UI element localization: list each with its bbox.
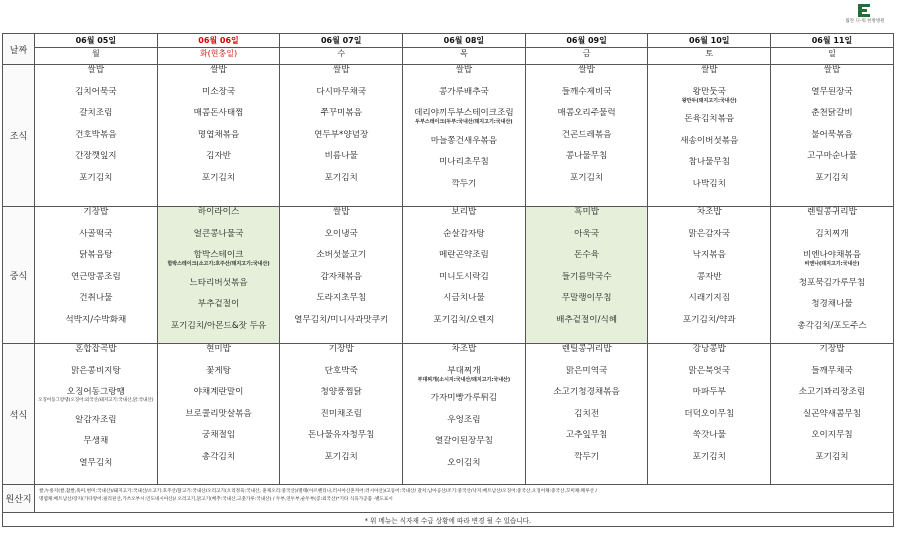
menu-item: 깍두기: [574, 451, 600, 462]
menu-item: 간장깻잎지: [75, 151, 117, 161]
menu-item: 콩자반: [696, 271, 722, 282]
day-date: 06월 05일: [75, 36, 117, 45]
menu-item: 건호박볶음: [75, 129, 117, 140]
menu-item: 쌀밥: [823, 65, 841, 75]
spacer: [403, 240, 525, 251]
day-weekday: 일: [771, 47, 893, 60]
dinner-cell-0: [35, 344, 158, 485]
menu-item: 아욱국: [574, 228, 600, 239]
day-weekday: 금: [526, 47, 648, 60]
dinner-cell-3: [403, 344, 526, 485]
menu-item: 포기김치: [79, 172, 113, 183]
spacer: [280, 420, 402, 431]
menu-item: 메란곤약조림: [439, 250, 489, 260]
menu-item: 차조밥: [451, 344, 477, 354]
menu-item: 도라지초무침: [316, 293, 367, 303]
spacer: [526, 240, 648, 251]
menu-item: 느타리버섯볶음: [189, 277, 248, 288]
dinner-cell-6: [771, 344, 894, 485]
spacer: [648, 420, 770, 431]
menu-item: 김치어묵국: [75, 86, 117, 97]
lunch-cell-0: [35, 207, 158, 344]
spacer: [280, 377, 402, 388]
menu-item: 혼합잡곡밥: [75, 344, 117, 354]
menu-item: 함박스테이크: [193, 250, 244, 260]
menu-item: 돈육김치볶음: [684, 114, 735, 124]
origin-label: 원산지: [3, 485, 35, 513]
spacer: [526, 420, 648, 431]
spacer: [158, 162, 280, 173]
spacer: [158, 377, 280, 388]
day-date: 06월 07일: [320, 36, 362, 45]
spacer: [771, 420, 893, 431]
day-header-1: [157, 34, 280, 65]
spacer: [35, 447, 157, 458]
menu-item: 비름나물: [324, 151, 358, 161]
menu-item: 총각김치: [201, 451, 236, 462]
menu-item: 새송이버섯볶음: [680, 135, 739, 146]
breakfast-cell-2: [280, 65, 403, 207]
spacer: [771, 355, 893, 366]
spacer: [648, 76, 770, 87]
menu-item: 쭈꾸미볶음: [320, 108, 362, 118]
menu-item: 닭볶음탕: [79, 250, 113, 260]
menu-item: 청양풍찜닭: [320, 387, 362, 397]
spacer: [35, 119, 157, 130]
menu-item: 데리야끼두부스테이크조림: [414, 108, 514, 118]
spacer: [158, 420, 280, 431]
menu-item: 꽃게탕: [206, 365, 231, 376]
spacer: [280, 441, 402, 452]
menu-item: 김자반: [206, 151, 231, 161]
menu-item: 무말랭이무침: [561, 293, 612, 303]
menu-item: 사골떡국: [79, 228, 113, 239]
spacer: [280, 261, 402, 272]
menu-item: 갈치조림: [79, 108, 113, 118]
menu-item: 포기김치: [692, 451, 726, 462]
menu-item: 미니도시락김: [439, 271, 489, 282]
origin-row: [3, 485, 894, 513]
menu-item: 매콤오리주물럭: [557, 108, 616, 118]
spacer: [35, 283, 157, 294]
menu-item: 우엉조림: [447, 414, 481, 425]
menu-item: 렌틸콩귀리밥: [807, 207, 857, 217]
menu-item: 맑은콩비지탕: [70, 365, 121, 376]
menu-item: 포기김치: [324, 172, 358, 183]
menu-item: 기장밥: [328, 344, 354, 354]
menu-item: 배추겉절이/식혜: [556, 314, 618, 325]
origin-cell: [35, 485, 894, 513]
menu-item: 맑은감자국: [688, 228, 731, 239]
spacer: [771, 310, 893, 321]
spacer: [526, 355, 648, 366]
breakfast-cell-6: [771, 65, 894, 207]
spacer: [280, 141, 402, 152]
spacer: [403, 355, 525, 366]
ingredient-origin-note: 비엔나(돼지고기:국내산): [804, 261, 860, 267]
logo-text: 월란 디-워 한방병원: [845, 19, 885, 24]
spacer: [403, 168, 525, 179]
spacer: [403, 125, 525, 136]
date-label: 날짜: [3, 34, 35, 65]
menu-item: 미나리초무침: [439, 157, 489, 167]
spacer: [648, 240, 770, 251]
menu-item: 나박김치: [692, 178, 726, 189]
menu-item: 다시마무채국: [316, 86, 367, 97]
menu-item: 마파두부: [692, 387, 726, 397]
day-date: 06월 06일: [198, 36, 239, 45]
menu-item: 가자미빵가루튀김: [430, 393, 498, 403]
spacer: [35, 98, 157, 109]
spacer: [158, 240, 280, 251]
breakfast-cell-1: [157, 65, 280, 207]
spacer: [35, 76, 157, 87]
menu-item: 순살감자탕: [443, 228, 485, 239]
lunch-cell-5: [648, 207, 771, 344]
day-date: 06월 09일: [566, 36, 607, 45]
menu-item: 연근땅콩조림: [70, 271, 121, 282]
menu-item: 들깨수제비국: [561, 86, 612, 97]
menu-item: 불어묵볶음: [811, 129, 853, 140]
menu-item: 하이라이스: [197, 207, 240, 217]
spacer: [526, 218, 648, 229]
spacer: [771, 76, 893, 87]
spacer: [526, 162, 648, 173]
spacer: [526, 441, 648, 452]
menu-item: 쌀밥: [332, 65, 350, 75]
spacer: [526, 304, 648, 315]
menu-item: 차조밥: [696, 207, 722, 217]
spacer: [158, 267, 280, 278]
menu-item: 야채계란말이: [193, 387, 244, 397]
menu-item: 기장밥: [83, 207, 109, 217]
spacer: [403, 426, 525, 437]
spacer: [403, 447, 525, 458]
menu-item: 오이김치: [447, 457, 481, 468]
menu-item: 김치전: [574, 408, 600, 419]
menu-item: 포기김치/오렌지: [433, 314, 495, 325]
spacer: [158, 398, 280, 409]
breakfast-cell-4: [525, 65, 648, 207]
menu-item: 들기름막국수: [561, 271, 612, 282]
day-date: 06월 08일: [443, 36, 485, 45]
menu-item: 깍두기: [451, 178, 477, 189]
ingredient-origin-note: 부대찌개(소시지:국내산/돼지고기:국내산): [417, 376, 511, 383]
spacer: [648, 104, 770, 115]
spacer: [648, 147, 770, 158]
spacer: [280, 98, 402, 109]
ingredient-origin-note: 오징어동그랑땡(오징어:외국산/돼지고기:국내산,닭:국내산): [38, 398, 154, 403]
menu-item: 콩가루배추국: [439, 86, 489, 97]
menu-item: 비엔나야채볶음: [802, 250, 862, 260]
spacer: [158, 355, 280, 366]
menu-item: 쌀밥: [700, 65, 718, 75]
spacer: [35, 377, 157, 388]
spacer: [35, 261, 157, 272]
spacer: [526, 119, 648, 130]
menu-item: 열갈이된장무침: [434, 436, 493, 446]
spacer: [648, 283, 770, 294]
breakfast-cell-3: [403, 65, 526, 207]
menu-item: 쌀밥: [210, 65, 227, 75]
spacer: [280, 304, 402, 315]
spacer: [35, 355, 157, 366]
spacer: [403, 147, 525, 158]
spacer: [158, 98, 280, 109]
menu-item: 쑥갓나물: [692, 430, 726, 440]
menu-item: 열무김치: [79, 457, 113, 468]
spacer: [280, 119, 402, 130]
spacer: [158, 141, 280, 152]
spacer: [158, 310, 280, 321]
spacer: [771, 162, 893, 173]
spacer: [771, 119, 893, 130]
dinner-cell-2: [280, 344, 403, 485]
meal-label-breakfast: 조식: [3, 65, 35, 207]
menu-item: 쌀밥: [332, 207, 350, 217]
menu-item: 소버섯불고기: [316, 250, 367, 260]
spacer: [648, 355, 770, 366]
breakfast-cell-5: [648, 65, 771, 207]
spacer: [158, 119, 280, 130]
menu-item: 단호박죽: [324, 365, 358, 376]
menu-item: 연두부*양념장: [314, 129, 369, 140]
spacer: [648, 398, 770, 409]
ingredient-origin-note: 함박스테이크(소고기:호주산/돼지고기:국내산): [167, 261, 270, 267]
menu-item: 무생채: [83, 436, 109, 446]
day-weekday: 목: [403, 47, 525, 60]
spacer: [648, 168, 770, 179]
logo-mark-icon: [858, 4, 870, 17]
spacer: [648, 377, 770, 388]
day-header-4: [525, 34, 648, 65]
spacer: [771, 141, 893, 152]
menu-item: 돈나물유자청무침: [308, 430, 375, 440]
menu-item: 열무된장국: [811, 86, 853, 97]
spacer: [771, 240, 893, 251]
spacer: [280, 240, 402, 251]
menu-item: 소고기꽈리장조림: [798, 387, 866, 397]
day-header-3: [403, 34, 526, 65]
menu-item: 오이지무침: [811, 430, 853, 440]
menu-item: 기장밥: [819, 344, 845, 354]
weekly-menu-table: [2, 33, 894, 527]
lunch-cell-3: [403, 207, 526, 344]
ingredient-origin-note: 두부스테이크(두부:국내산/돼지고기:국내산): [415, 119, 513, 125]
spacer: [648, 304, 770, 315]
menu-item: 참나물무침: [688, 157, 731, 167]
menu-item: 소고기청경채볶음: [553, 387, 620, 397]
menu-item: 더덕오이무침: [684, 408, 735, 419]
day-date: 06월 11일: [811, 36, 853, 45]
meal-label-dinner: 석식: [3, 344, 35, 485]
menu-item: 낙지볶음: [692, 250, 726, 260]
menu-item: 맑은미역국: [565, 365, 608, 376]
menu-item: 포기김치: [569, 172, 604, 183]
spacer: [403, 304, 525, 315]
day-weekday: 화(현충일): [158, 47, 280, 60]
menu-item: 열무김치/미니사과맛쿠키: [294, 314, 389, 325]
spacer: [526, 377, 648, 388]
menu-item: 오이냉국: [324, 228, 358, 239]
spacer: [526, 261, 648, 272]
origin-line: 명엽채:베트남산/장지(가다랑어:필리핀산,가쓰오부시:인도네시아산)/ 오리고기,닭고기(배추:국내산,고춧가루:국내산) / 두부,연두부,순두부(콩:외국산)*기타 식육가공품 -별도표시: [39, 497, 393, 502]
menu-item: 마늘쫑건새우볶음: [430, 135, 498, 146]
menu-item: 오징어동그랑땡: [66, 387, 125, 397]
menu-item: 브로콜리맛살볶음: [185, 408, 252, 419]
spacer: [35, 304, 157, 315]
spacer: [158, 218, 280, 229]
dinner-cell-4: [525, 344, 648, 485]
spacer: [648, 441, 770, 452]
spacer: [35, 162, 157, 173]
spacer: [526, 141, 648, 152]
breakfast-row: [3, 65, 894, 207]
spacer: [403, 98, 525, 109]
spacer: [280, 218, 402, 229]
meal-label-lunch: 중식: [3, 207, 35, 344]
spacer: [403, 218, 525, 229]
menu-item: 얼큰콩나물국: [193, 228, 244, 239]
menu-item: 강낭콩밥: [692, 344, 726, 354]
menu-item: 김치찌개: [815, 228, 849, 239]
breakfast-cell-0: [35, 65, 158, 207]
menu-item: 청포묵김가루무침: [798, 277, 866, 288]
menu-item: 보리밥: [451, 207, 477, 217]
spacer: [403, 283, 525, 294]
ingredient-origin-note: 왕만두(돼지고기:국내산): [681, 97, 737, 104]
menu-item: 포기김치: [815, 172, 849, 183]
spacer: [403, 383, 525, 394]
spacer: [280, 355, 402, 366]
menu-item: 포기김치: [815, 451, 849, 462]
origin-line: 쌀,누룽지(쌀,찹쌀,흑미,현미:국내산)/돼지고기:국내산/소고기:호주산/닭고기:국내산/오리고기(오리정육:국내산, 훈제오리:중국산)/멸태(아르헨티나,러시아산혼저어:러시아산)/고등어:국내산/ 갈치:남아공산/조기:중국산/낙지:베트남산/오징어:중국산,오징어채:중국산,꼬미채:페루산 /: [39, 489, 598, 494]
menu-item: 청경채나물: [811, 299, 853, 309]
dinner-row: [3, 344, 894, 485]
spacer: [771, 377, 893, 388]
spacer: [35, 240, 157, 251]
spacer: [526, 98, 648, 109]
menu-item: 명엽채볶음: [197, 129, 240, 140]
menu-item: 미소장국: [201, 86, 236, 97]
menu-item: 들깨무채국: [811, 365, 853, 376]
menu-item: 시금치나물: [443, 293, 485, 303]
spacer: [648, 261, 770, 272]
spacer: [526, 283, 648, 294]
menu-item: 춘천닭갈비: [811, 108, 853, 118]
spacer: [771, 441, 893, 452]
spacer: [158, 289, 280, 300]
day-header-0: [35, 34, 158, 65]
lunch-row: [3, 207, 894, 344]
day-weekday: 월: [35, 47, 157, 60]
menu-item: 쌀밥: [87, 65, 105, 75]
menu-item: 포기김치/아몬드&잣 두유: [170, 320, 267, 331]
menu-item: 포기김치/약과: [682, 314, 736, 325]
spacer: [771, 218, 893, 229]
spacer: [526, 398, 648, 409]
spacer: [35, 426, 157, 437]
spacer: [280, 398, 402, 409]
spacer: [648, 125, 770, 136]
menu-item: 알감자조림: [75, 414, 117, 425]
menu-item: 실곤약새콤무침: [802, 408, 862, 419]
menu-item: 부대찌개: [447, 365, 481, 376]
header-row: [3, 34, 894, 65]
note-row: [3, 513, 894, 527]
menu-item: 포기김치: [324, 451, 358, 462]
menu-item: 매콤돈사태찜: [193, 108, 244, 118]
spacer: [771, 98, 893, 109]
spacer: [403, 261, 525, 272]
origin-text: [35, 485, 893, 507]
day-header-5: [648, 34, 771, 65]
menu-item: 총각김치/포도주스: [797, 320, 867, 331]
spacer: [35, 404, 157, 415]
day-date: 06월 10일: [689, 36, 730, 45]
lunch-cell-2: [280, 207, 403, 344]
lunch-cell-4: [525, 207, 648, 344]
spacer: [771, 398, 893, 409]
menu-item: 감자채볶음: [320, 271, 362, 282]
menu-change-note: * 위 메뉴는 식자재 수급 상황에 따라 변경 될 수 있습니다.: [3, 513, 894, 527]
menu-item: 왕만둣국: [692, 86, 726, 97]
day-weekday: 수: [280, 47, 402, 60]
menu-item: 포기김치: [201, 172, 236, 183]
spacer: [35, 218, 157, 229]
spacer: [403, 76, 525, 87]
menu-item: 렌틸콩귀리밥: [561, 344, 612, 354]
spacer: [158, 441, 280, 452]
menu-item: 시래기지짐: [688, 293, 731, 303]
menu-item: 맑은북엇국: [688, 365, 731, 376]
spacer: [280, 162, 402, 173]
menu-item: 석박지/수박화채: [65, 314, 127, 325]
spacer: [280, 76, 402, 87]
menu-item: 궁채절임: [201, 430, 236, 440]
menu-item: 흑미밥: [574, 207, 600, 217]
spacer: [648, 218, 770, 229]
dinner-cell-5: [648, 344, 771, 485]
dinner-cell-1: [157, 344, 280, 485]
day-header-2: [280, 34, 403, 65]
menu-item: 부추겉절이: [197, 299, 240, 309]
menu-item: 고추잎무침: [565, 430, 608, 440]
spacer: [35, 141, 157, 152]
spacer: [526, 76, 648, 87]
menu-item: 쌀밥: [578, 65, 595, 75]
menu-item: 건곤드레볶음: [561, 129, 612, 140]
spacer: [771, 289, 893, 300]
spacer: [771, 267, 893, 278]
menu-item: 건취나물: [79, 293, 113, 303]
spacer: [280, 283, 402, 294]
menu-item: 콩나물무침: [565, 151, 608, 161]
spacer: [403, 404, 525, 415]
menu-item: 현미밥: [206, 344, 231, 354]
lunch-cell-1: [157, 207, 280, 344]
menu-item: 돈수육: [574, 250, 600, 260]
menu-item: 고구마순나물: [807, 151, 857, 161]
menu-item: 쌀밥: [455, 65, 473, 75]
day-header-6: [771, 34, 894, 65]
menu-item: 진미채조림: [320, 408, 362, 419]
spacer: [158, 76, 280, 87]
hospital-logo: [834, 2, 896, 28]
day-weekday: 토: [648, 47, 770, 60]
lunch-cell-6: [771, 207, 894, 344]
